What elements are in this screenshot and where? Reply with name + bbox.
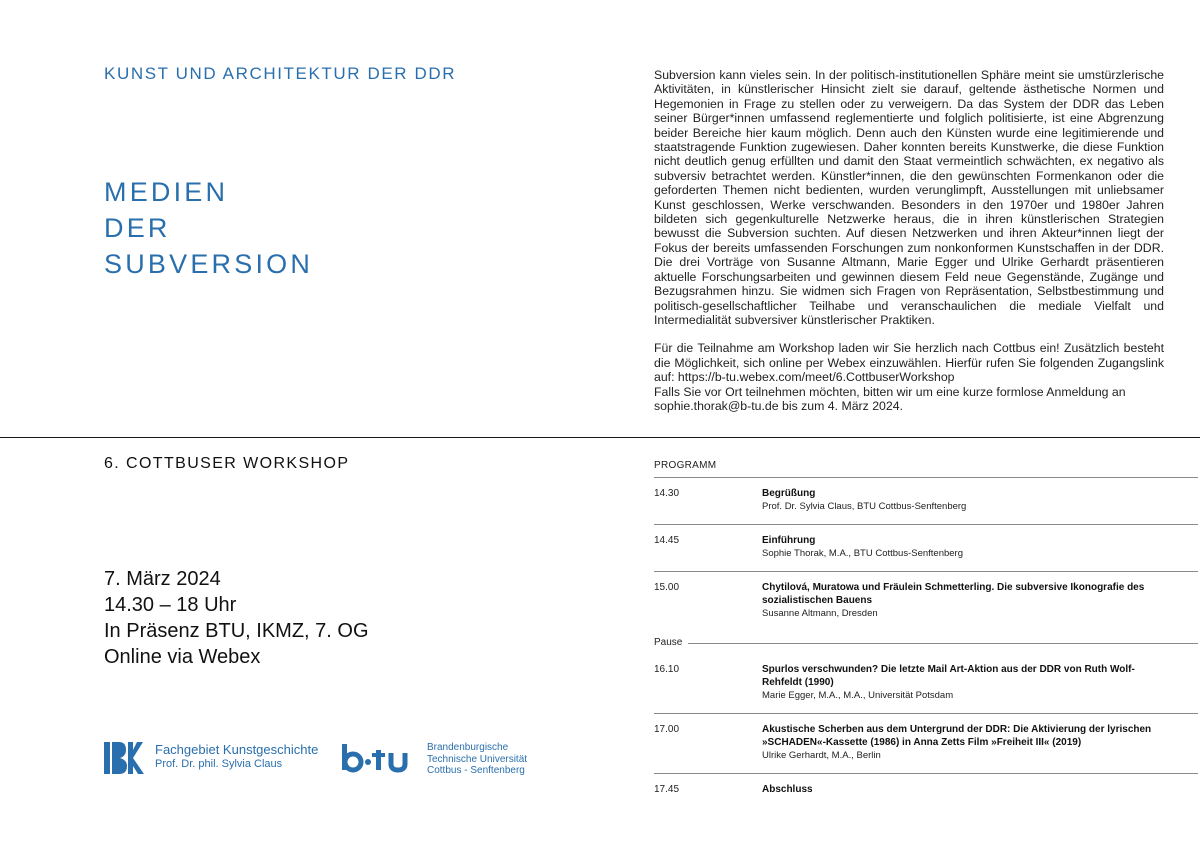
program-time: 15.00 [654, 582, 680, 593]
btu-label [427, 742, 527, 777]
btu-line: Technische Universität [427, 753, 528, 765]
fachgebiet-name: Fachgebiet Kunstgeschichte [155, 742, 319, 757]
program-item [654, 524, 1198, 571]
program-time: 14.45 [654, 535, 680, 546]
program-time: 14.30 [654, 488, 680, 499]
program-time: 17.45 [654, 784, 680, 795]
section-divider [0, 437, 1200, 438]
program-title: Spurlos verschwunden? Die letzte Mail Art-Aktion aus der DDR von Ruth Wolf-Rehfeldt (1990) [762, 664, 1135, 688]
participation-text: Für die Teilnahme am Workshop laden wir Sie herzlich nach Cottbus ein! Zusätzlich besteht die Möglichkeit, sich online per Webex einzuwählen. Hierfür rufen Sie folgenden Zugangslink auf: https://b-tu.webex.com/meet/6.CottbuserWorkshop [654, 341, 1164, 385]
event-time: 14.30 – 18 Uhr [104, 594, 237, 616]
program-title: Akustische Scherben aus dem Untergrund der DDR: Die Aktivierung der lyrischen »SCHADEN«-Kassette (1986) in Anna Zetts Film »Freiheit III« (2019) [762, 724, 1152, 748]
program-speaker: Marie Egger, M.A., M.A., Universität Potsdam [762, 690, 954, 701]
event-date: 7. März 2024 [104, 568, 221, 590]
title-line: DER [104, 213, 171, 243]
program-heading: PROGRAMM [654, 460, 717, 471]
program-title: Chytilová, Muratowa und Fräulein Schmetterling. Die subversive Ikonografie des sozialistischen Bauens [762, 582, 1145, 606]
registration-text: Falls Sie vor Ort teilnehmen möchten, bitten wir um eine kurze formlose Anmeldung an sophie.thorak@b-tu.de bis zum 4. März 2024. [654, 384, 1126, 413]
fachgebiet-label [155, 742, 318, 772]
pause-label: Pause [654, 637, 688, 648]
program-title: Abschluss [762, 784, 813, 795]
page-title [104, 174, 313, 282]
program-item [654, 571, 1198, 631]
program-time: 17.00 [654, 724, 680, 735]
workshop-title: 6. COTTBUSER WORKSHOP [104, 455, 350, 472]
pause-line [688, 643, 1198, 644]
title-line: SUBVERSION [104, 249, 314, 279]
program-title: Einführung [762, 535, 816, 546]
btu-logo-icon [340, 742, 422, 774]
program-speaker: Prof. Dr. Sylvia Claus, BTU Cottbus-Senftenberg [762, 501, 967, 512]
fachgebiet-professor: Prof. Dr. phil. Sylvia Claus [155, 758, 283, 770]
program-speaker: Ulrike Gerhardt, M.A., Berlin [762, 750, 881, 761]
program-item [654, 713, 1198, 773]
intro-paragraph [654, 341, 1164, 413]
bk-logo-icon [104, 742, 144, 774]
program-title: Begrüßung [762, 488, 816, 499]
program-speaker: Sophie Thorak, M.A., BTU Cottbus-Senftenberg [762, 548, 964, 559]
intro-text [654, 68, 1164, 413]
kicker-heading: KUNST UND ARCHITEKTUR DER DDR [104, 64, 457, 83]
program-pause [654, 631, 1198, 657]
program-time: 16.10 [654, 664, 680, 675]
event-online: Online via Webex [104, 646, 261, 668]
program-item [654, 773, 1198, 814]
btu-line: Cottbus - Senftenberg [427, 765, 525, 776]
program-item [654, 657, 1198, 713]
event-details [104, 566, 369, 670]
program-item [654, 477, 1198, 524]
program-speaker: Susanne Altmann, Dresden [762, 608, 878, 619]
title-line: MEDIEN [104, 177, 229, 207]
program-list [654, 477, 1198, 814]
intro-paragraph: Subversion kann vieles sein. In der politisch-institutionellen Sphäre meint sie umstürzlerische Aktivitäten, in künstlerischer Hinsicht zielt sie darauf, geltende ästhetische Normen und Hegemonien in Frage zu stellen oder zu verweigern. Da das System der DDR das Leben seiner Bürger*innen umfassend reglementierte und folglich politisierte, ist eine Abgrenzung beider Bereiche hier kaum möglich. Denn auch den Künsten wurde eine legitimierende und staatstragende Funktion zugewiesen. Daher konnten bereits Kunstwerke, die diese Funktion nicht deutlich genug erfüllten und damit den Staat vermeintlich schwächten, ex negativo als subversiv betrachtet werden. Künstler*innen, die den gewünschten Formenkanon oder die geforderten Themen nicht bedienten, wurden verunglimpft, Ausstellungen mit unliebsamer Kunst geschlossen, Werke verschwanden. Besonders in den 1970er und 1980er Jahren bildeten sich gegenkulturelle Netzwerke heraus, die in ihren künstlerischen Strategien bewusst die Subversion suchten. Auf diesen Netzwerken und ihren Akteur*innen liegt der Fokus der bereits umfassenden Forschungen zum nonkonformen Kunstschaffen in der DDR. Die drei Vorträge von Susanne Altmann, Marie Egger und Ulrike Gerhardt präsentieren aktuelle Forschungsarbeiten und gewinnen diesem Feld neue Gegenstände, Zugänge und Bezugsrahmen hinzu. Sie widmen sich Fragen von Repräsentation, Selbstbestimmung und politisch-gesellschaftlicher Teilhabe und veranschaulichen die mediale Vielfalt und Intermedialität subversiver künstlerischer Praktiken. [654, 68, 1164, 327]
btu-line: Brandenburgische [427, 742, 509, 753]
event-location: In Präsenz BTU, IKMZ, 7. OG [104, 620, 369, 642]
